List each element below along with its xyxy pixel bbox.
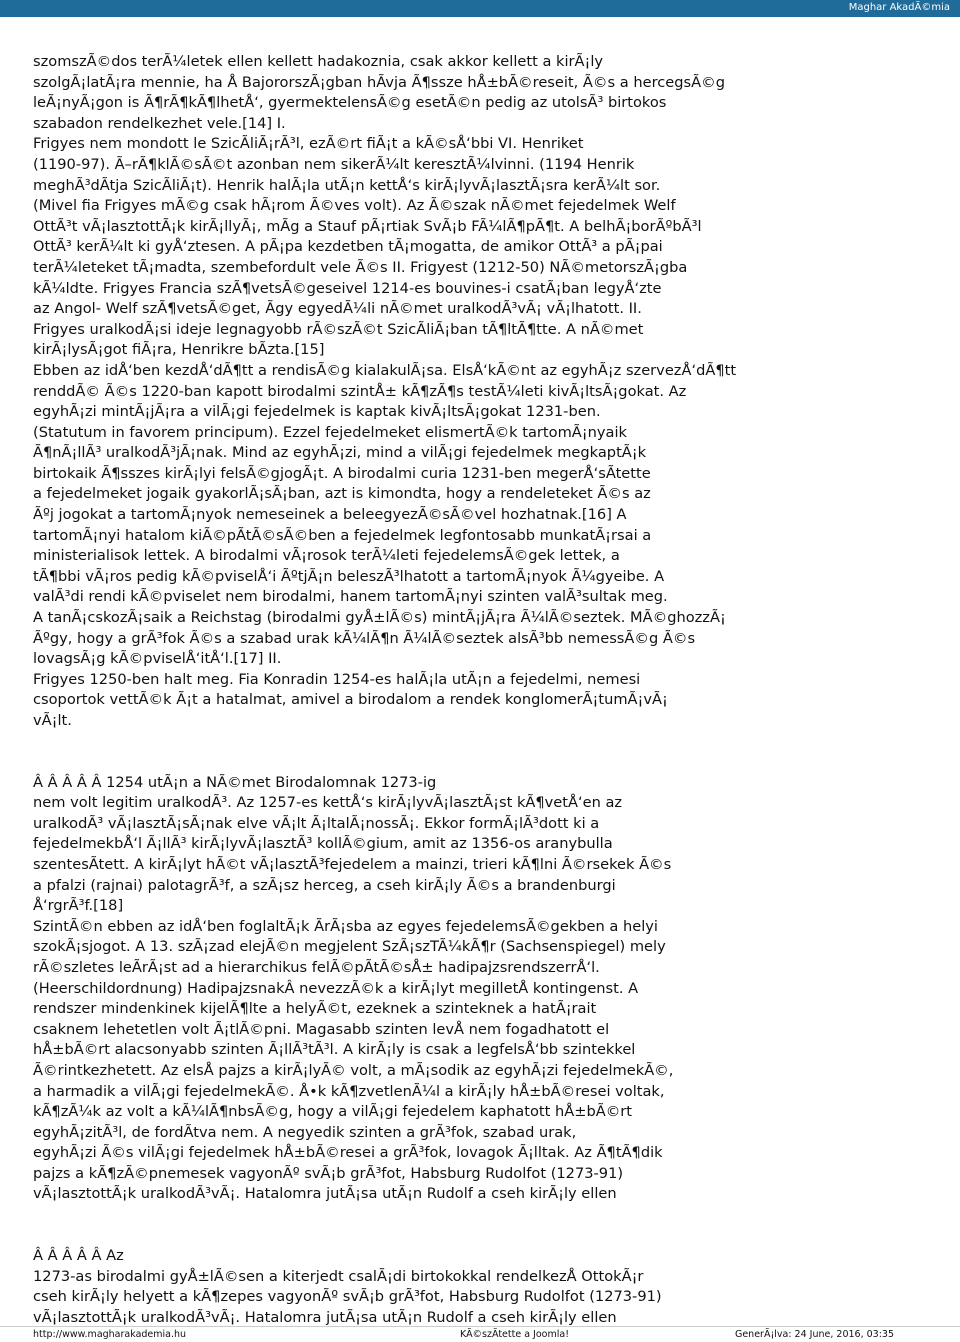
site-title: Maghar AkadÃ©mia	[848, 2, 950, 13]
article-body	[33, 52, 913, 1328]
page-footer	[0, 1326, 960, 1342]
spacer	[33, 1205, 913, 1246]
paragraph-3: Â Â Â Â Â Az 1273-as birodalmi gyÅ±lÃ©sen a kiterjedt csalÃ¡di birtokokkal rendelkezÅ OttokÃ¡r cseh kirÃ¡ly helyett a kÃ¶zepes vagyonÃº svÃ¡b grÃ³fot, Habsburg Rudolfot (1273-91) vÃ¡lasztottÃ¡k uralkodÃ³vÃ¡. Hatalomra jutÃ¡sa utÃ¡n Rudolf a cseh kirÃ¡ly ellen	[33, 1247, 662, 1326]
paragraph-1: szomszÃ©dos terÃ¼letek ellen kellett hadakoznia, csak akkor kellett a kirÃ¡ly szolgÃ¡latÃ¡ra mennie, ha Å BajororszÃ¡gban hÃvja Ã¶ssze hÅ±bÃ©reseit, Ã©s a hercegsÃ©g leÃ¡nyÃ¡gon is Ã¶rÃ¶kÃ¶lhetÅ‘, gyermektelensÃ©g esetÃ©n pedig az utolsÃ³ birtokos szabadon rendelkezhet vele.[14] I. Frigyes nem mondott le SzicÃliÃ¡rÃ³l, ezÃ©rt fiÃ¡t a kÃ©sÅ‘bbi VI. Henriket (1190-97). Ã–rÃ¶klÃ©sÃ©t azonban nem sikerÃ¼lt keresztÃ¼lvinni. (1194 Henrik meghÃ³dÃtja SzicÃliÃ¡t). Henrik halÃ¡la utÃ¡n kettÅ‘s kirÃ¡lyvÃ¡lasztÃ¡sra kerÃ¼lt sor. (Mivel fia Frigyes mÃ©g csak hÃ¡rom Ã©ves volt). Az Ã©szak nÃ©met fejedelmek Welf OttÃ³t vÃ¡lasztottÃ¡k kirÃ¡llyÃ¡, mÃg a Stauf pÃ¡rtiak SvÃ¡b FÃ¼lÃ¶pÃ¶t. A belhÃ¡borÃºbÃ³l OttÃ³ kerÃ¼lt ki gyÅ‘ztesen. A pÃ¡pa kezdetben tÃ¡mogatta, de amikor OttÃ³ a pÃ¡pai terÃ¼leteket tÃ¡madta, szembefordult vele Ã©s II. Frigyest (1212-50) NÃ©metorszÃ¡gba kÃ¼ldte. Frigyes Francia szÃ¶vetsÃ©geseivel 1214-es bouvines-i csatÃ¡ban legyÅ‘zte az Angol- Welf szÃ¶vetsÃ©get, Ãgy egyedÃ¼li nÃ©met uralkodÃ³vÃ¡ vÃ¡lhatott. II. Frigyes uralkodÃ¡si ideje legnagyobb rÃ©szÃ©t SzicÃliÃ¡ban tÃ¶ltÃ¶tte. A nÃ©met kirÃ¡lysÃ¡got fiÃ¡ra, Henrikre bÃzta.[15] Ebben az idÅ‘ben kezdÅ‘dÃ¶tt a rendisÃ©g kialakulÃ¡sa. ElsÅ‘kÃ©nt az egyhÃ¡z szervezÅ‘dÃ¶tt renddÃ© Ã©s 1220-ban kapott birodalmi szintÅ± kÃ¶zÃ¶s testÃ¼leti kivÃ¡ltsÃ¡gokat. Az egyhÃ¡zi mintÃ¡jÃ¡ra a vilÃ¡gi fejedelmek is kaptak kivÃ¡ltsÃ¡gokat 1231-ben. (Statutum in favorem principum). Ezzel fejedelmeket elismertÃ©k tartomÃ¡nyaik Ã¶nÃ¡llÃ³ uralkodÃ³jÃ¡nak. Mind az egyhÃ¡zi, mind a vilÃ¡gi fejedelmek megkaptÃ¡k birtokaik Ã¶sszes kirÃ¡lyi felsÃ©gjogÃ¡t. A birodalmi curia 1231-ben megerÅ‘sÃtette a fejedelmeket jogaik gyakorlÃ¡sÃ¡ban, azt is kimondta, hogy a rendeleteket Ã©s az Ãºj jogokat a tartomÃ¡nyok nemeseinek a beleegyezÃ©sÃ©vel hozhatnak.[16] A tartomÃ¡nyi hatalom kiÃ©pÃtÃ©sÃ©ben a fejedelmek legfontosabb munkatÃ¡rsai a ministerialisok lettek. A birodalmi vÃ¡rosok terÃ¼leti fejedelemsÃ©gek lettek, a tÃ¶bbi vÃ¡ros pedig kÃ©pviselÅ‘i ÃºtjÃ¡n beleszÃ³lhatott a tartomÃ¡nyok Ã¼gyeibe. A valÃ³di rendi kÃ©pviselet nem birodalmi, hanem tartomÃ¡nyi szinten valÃ³sultak meg. A tanÃ¡cskozÃ¡saik a Reichstag (birodalmi gyÅ±lÃ©s) mintÃ¡jÃ¡ra Ã¼lÃ©seztek. MÃ©ghozzÃ¡ Ãºgy, hogy a grÃ³fok Ã©s a szabad urak kÃ¼lÃ¶n Ã¼lÃ©seztek alsÃ³bb nemessÃ©g Ã©s lovagsÃ¡g kÃ©pviselÅ‘itÅ‘l.[17] II. Frigyes 1250-ben halt meg. Fia Konradin 1254-es halÃ¡la utÃ¡n a fejedelmi, nemesi csoportok vettÃ©k Ã¡t a hatalmat, amivel a birodalom a rendek konglomerÃ¡tumÃ¡vÃ¡ vÃ¡lt.	[33, 53, 737, 729]
footer-credit: KÃ©szÃtette a Joomla!	[460, 1329, 570, 1340]
footer-url[interactable]: http://www.magharakademia.hu	[33, 1329, 187, 1340]
paragraph-2: Â Â Â Â Â 1254 utÃ¡n a NÃ©met Birodalomnak 1273-ig nem volt legitim uralkodÃ³. Az 1257-es kettÅ‘s kirÃ¡lyvÃ¡lasztÃ¡st kÃ¶vetÅ‘en az uralkodÃ³ vÃ¡lasztÃ¡sÃ¡nak elve vÃ¡lt Ã¡ltalÃ¡nossÃ¡. Ekkor formÃ¡lÃ³dott ki a fejedelmekbÅ‘l Ã¡llÃ³ kirÃ¡lyvÃ¡lasztÃ³ kollÃ©gium, amit az 1356-os aranybulla szentesÃtett. A kirÃ¡lyt hÃ©t vÃ¡lasztÃ³fejedelem a mainzi, trieri kÃ¶lni Ã©rsekek Ã©s a pfalzi (rajnai) palotagrÃ³f, a szÃ¡sz herceg, a cseh kirÃ¡ly Ã©s a brandenburgi Å‘rgrÃ³f.[18] SzintÃ©n ebben az idÅ‘ben foglaltÃ¡k ÃrÃ¡sba az egyes fejedelemsÃ©gekben a helyi szokÃ¡sjogot. A 13. szÃ¡zad elejÃ©n megjelent SzÃ¡szTÃ¼kÃ¶r (Sachsenspiegel) mely rÃ©szletes leÃrÃ¡st ad a hierarchikus felÃ©pÃtÃ©sÅ± hadipajzsrendszerrÅ‘l. (Heerschildordnung) HadipajzsnakÂ nevezzÃ©k a kirÃ¡lyt megilletÅ kontingenst. A rendszer mindenkinek kijelÃ¶lte a helyÃ©t, ezeknek a szinteknek a hatÃ¡rait csaknem lehetetlen volt Ã¡tlÃ©pni. Magasabb szinten levÅ nem fogadhatott el hÅ±bÃ©rt alacsonyabb szinten Ã¡llÃ³tÃ³l. A kirÃ¡ly is csak a legfelsÅ‘bb szintekkel Ã©rintkezhetett. Az elsÅ pajzs a kirÃ¡lyÃ© volt, a mÃ¡sodik az egyhÃ¡zi fejedelmekÃ©, a harmadik a vilÃ¡gi fejedelmekÃ©. Å•k kÃ¶zvetlenÃ¼l a kirÃ¡ly hÅ±bÃ©resei voltak, kÃ¶zÃ¼k az volt a kÃ¼lÃ¶nbsÃ©g, hogy a vilÃ¡gi fejedelem kaphatott hÅ±bÃ©rt egyhÃ¡zitÃ³l, de fordÃtva nem. A negyedik szinten a grÃ³fok, szabad urak, egyhÃ¡zi Ã©s vilÃ¡gi fejedelmek hÅ±bÃ©resei a grÃ³fok, lovagok Ã¡lltak. Az Ã¶tÃ¶dik pajzs a kÃ¶zÃ©pnemesek vagyonÃº svÃ¡b grÃ³fot, Habsburg Rudolfot (1273-91) vÃ¡lasztottÃ¡k uralkodÃ³vÃ¡. Hatalomra jutÃ¡sa utÃ¡n Rudolf a cseh kirÃ¡ly ellen	[33, 773, 674, 1203]
footer-generated: GenerÃ¡lva: 24 June, 2016, 03:35	[734, 1329, 894, 1340]
spacer	[33, 732, 913, 773]
header-bar	[0, 0, 960, 17]
